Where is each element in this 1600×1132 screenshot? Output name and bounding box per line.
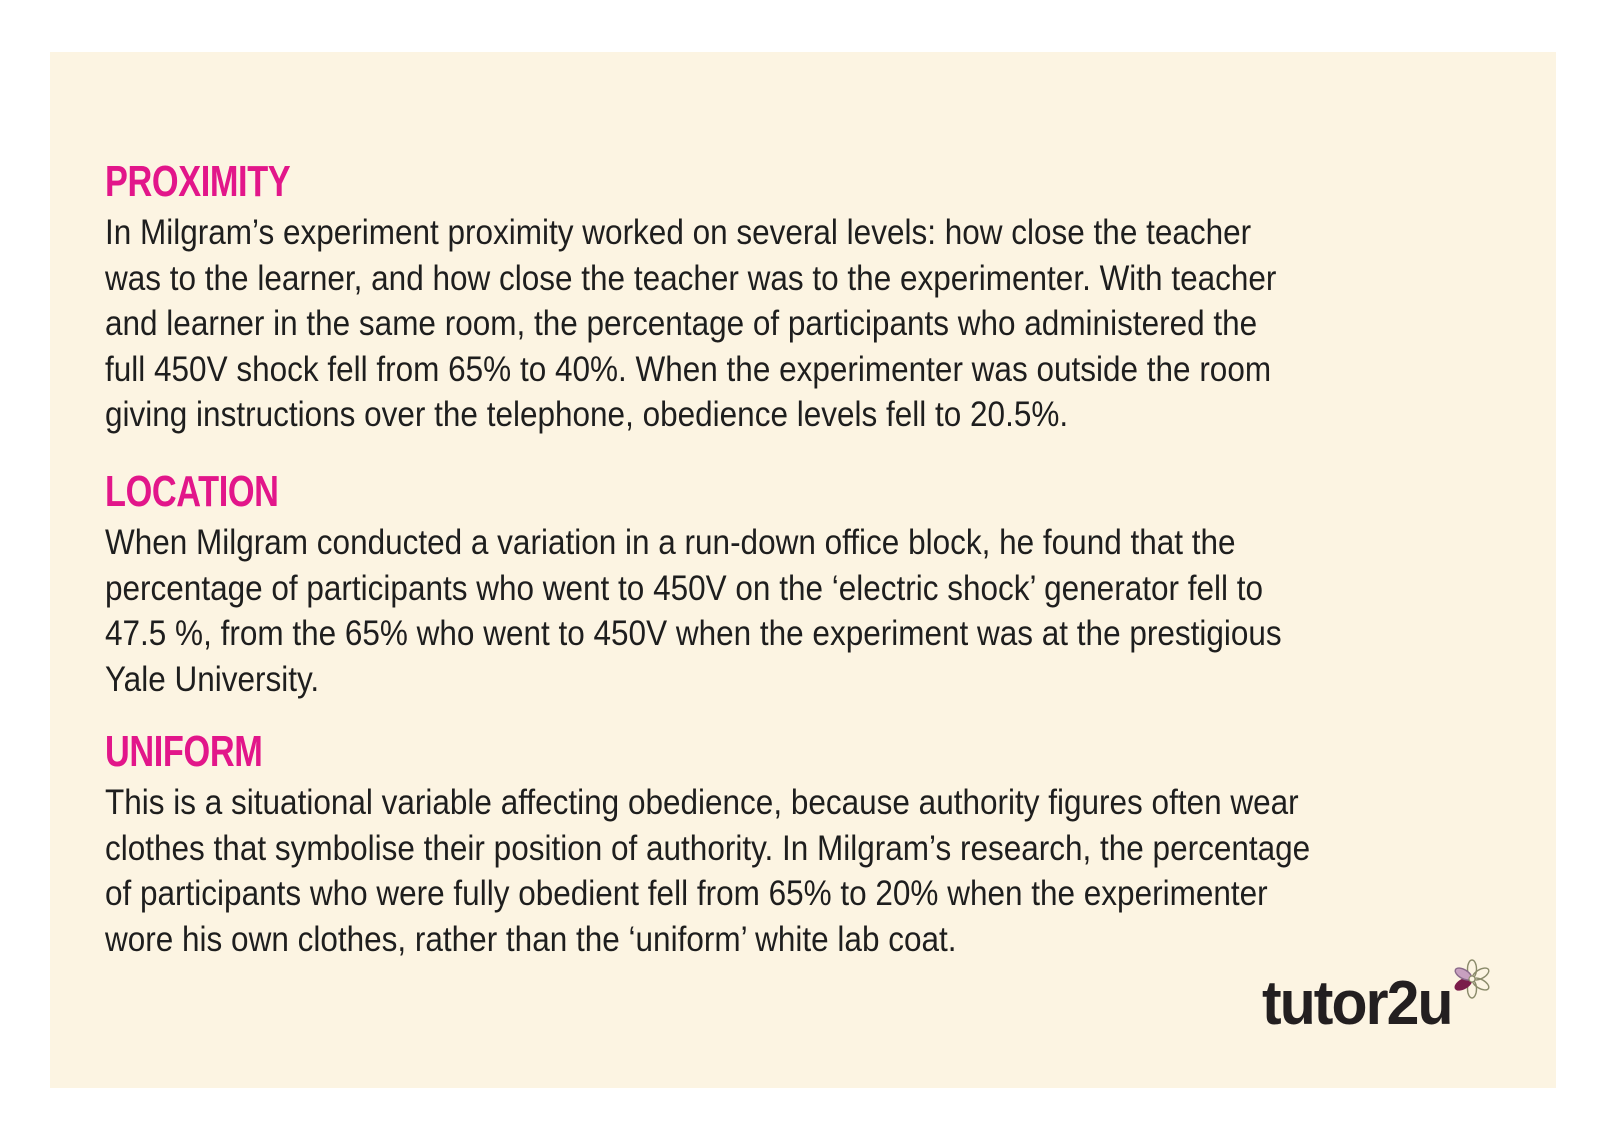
section-body bbox=[105, 780, 1444, 962]
section-heading: UNIFORM bbox=[105, 727, 263, 776]
body-line: In Milgram’s experiment proximity worked on several levels: how close the teacher bbox=[105, 213, 1252, 252]
body-line: of participants who were fully obedient fell from 65% to 20% when the experimenter bbox=[105, 874, 1268, 913]
section-uniform bbox=[105, 724, 1444, 962]
body-line: and learner in the same room, the percentage of participants who administered the bbox=[105, 304, 1258, 343]
info-card bbox=[50, 52, 1556, 1088]
section-heading: LOCATION bbox=[105, 467, 279, 516]
body-line: This is a situational variable affecting obedience, because authority figures often wear bbox=[105, 783, 1299, 822]
body-line: full 450V shock fell from 65% to 40%. When the experimenter was outside the room bbox=[105, 349, 1272, 389]
section-proximity bbox=[105, 154, 1407, 438]
body-line: giving instructions over the telephone, obedience levels fell to 20.5%. bbox=[105, 395, 1069, 434]
section-body bbox=[105, 210, 1407, 438]
body-line: clothes that symbolise their position of authority. In Milgram’s research, the percentage bbox=[105, 828, 1311, 868]
body-line: percentage of participants who went to 450V on the ‘electric shock’ generator fell to bbox=[105, 568, 1264, 608]
body-line: was to the learner, and how close the teacher was to the experimenter. With teacher bbox=[105, 258, 1277, 298]
body-line: When Milgram conducted a variation in a run-down office block, he found that the bbox=[105, 523, 1236, 562]
tutor2u-logo bbox=[1262, 957, 1502, 1047]
body-line: Yale University. bbox=[105, 659, 320, 699]
logo-text: tutor2u bbox=[1262, 969, 1452, 1038]
section-heading: PROXIMITY bbox=[105, 157, 291, 206]
section-location bbox=[105, 464, 1412, 702]
body-line: 47.5 %, from the 65% who went to 450V when the experiment was at the prestigious bbox=[105, 614, 1282, 653]
section-body bbox=[105, 520, 1412, 702]
body-line: wore his own clothes, rather than the ‘uniform’ white lab coat. bbox=[105, 919, 957, 959]
flower-icon bbox=[1450, 957, 1494, 1001]
